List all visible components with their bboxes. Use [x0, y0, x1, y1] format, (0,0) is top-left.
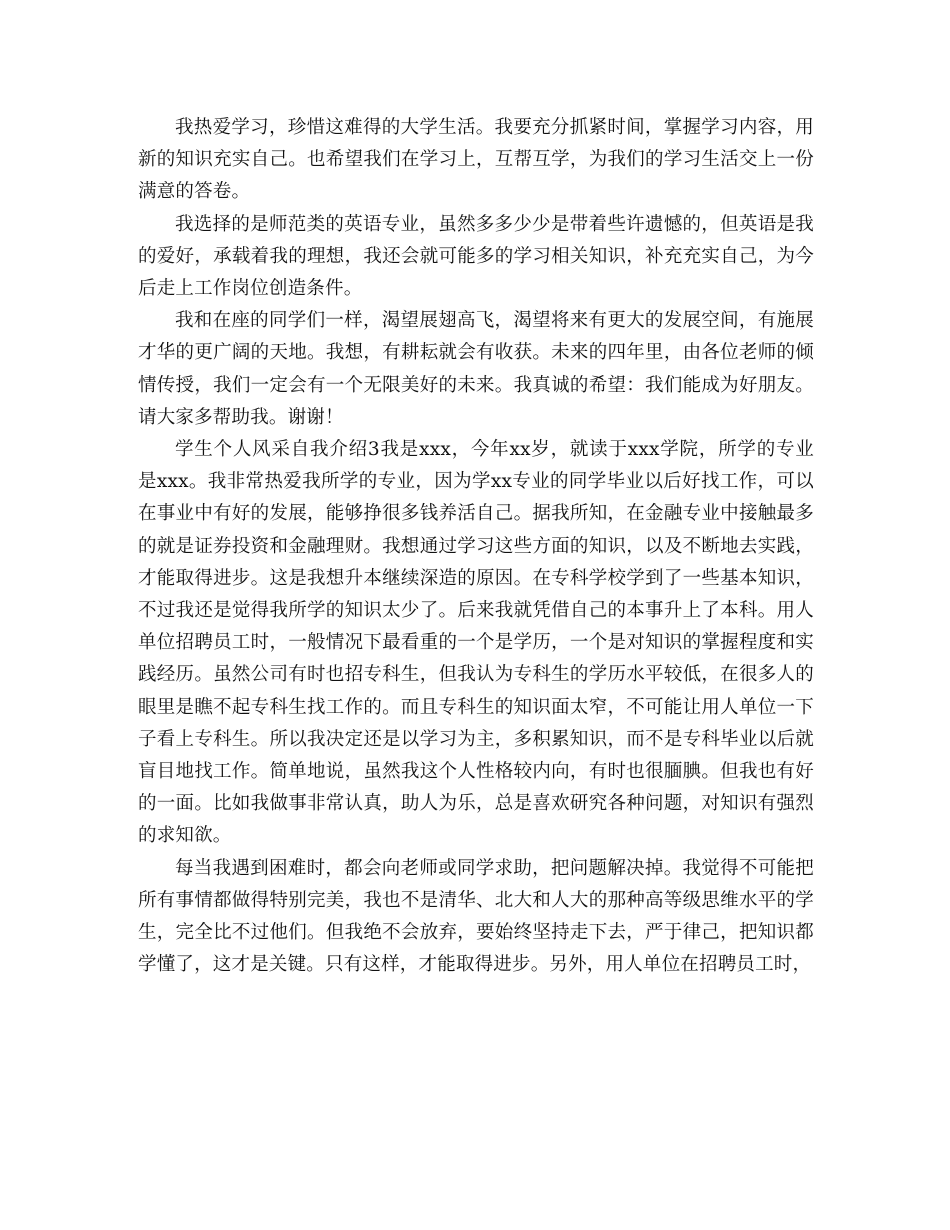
paragraph: 我和在座的同学们一样，渴望展翅高飞，渴望将来有更大的发展空间，有施展才华的更广阔的天地。我想，有耕耘就会有收获。未来的四年里，由各位老师的倾情传授，我们一定会有一个无限美好的未来。我真诚的希望：我们能成为好朋友。请大家多帮助我。谢谢！ [138, 310, 814, 428]
paragraph: 我选择的是师范类的英语专业，虽然多多少少是带着些许遗憾的，但英语是我的爱好，承载着我的理想，我还会就可能多的学习相关知识，补充充实自己，为今后走上工作岗位创造条件。 [138, 213, 814, 300]
paragraph: 我热爱学习，珍惜这难得的大学生活。我要充分抓紧时间，掌握学习内容，用新的知识充实自己。也希望我们在学习上，互帮互学，为我们的学习生活交上一份满意的答卷。 [138, 117, 814, 203]
paragraph: 每当我遇到困难时，都会向老师或同学求助，把问题解决掉。我觉得不可能把所有事情都做得特别完美，我也不是清华、北大和人大的那种高等级思维水平的学生，完全比不过他们。但我绝不会放弃，要始终坚持走下去，严于律己，把知识都学懂了，这才是关键。只有这样，才能取得进步。另外，用人单位在招聘员工时， [138, 857, 814, 976]
paragraph: 学生个人风采自我介绍3我是xxx，今年xx岁，就读于xxx学院，所学的专业是xxx。我非常热爱我所学的专业，因为学xx专业的同学毕业以后好找工作，可以在事业中有好的发展，能够挣很多钱养活自己。据我所知，在金融专业中接触最多的就是证券投资和金融理财。我想通过学习这些方面的知识，以及不断地去实践，才能取得进步。这是我想升本继续深造的原因。在专科学校学到了一些基本知识，不过我还是觉得我所学的知识太少了。后来我就凭借自己的本事升上了本科。用人单位招聘员工时，一般情况下最看重的一个是学历，一个是对知识的掌握程度和实践经历。虽然公司有时也招专科生，但我认为专科生的学历水平较低，在很多人的眼里是瞧不起专科生找工作的。而且专科生的知识面太窄，不可能让用人单位一下子看上专科生。所以我决定还是以学习为主，多积累知识，而不是专科毕业以后就盲目地找工作。简单地说，虽然我这个人性格较内向，有时也很腼腆。但我也有好的一面。比如我做事非常认真，助人为乐，总是喜欢研究各种问题，对知识有强烈的求知欲。 [138, 439, 814, 847]
document-body [138, 112, 814, 981]
